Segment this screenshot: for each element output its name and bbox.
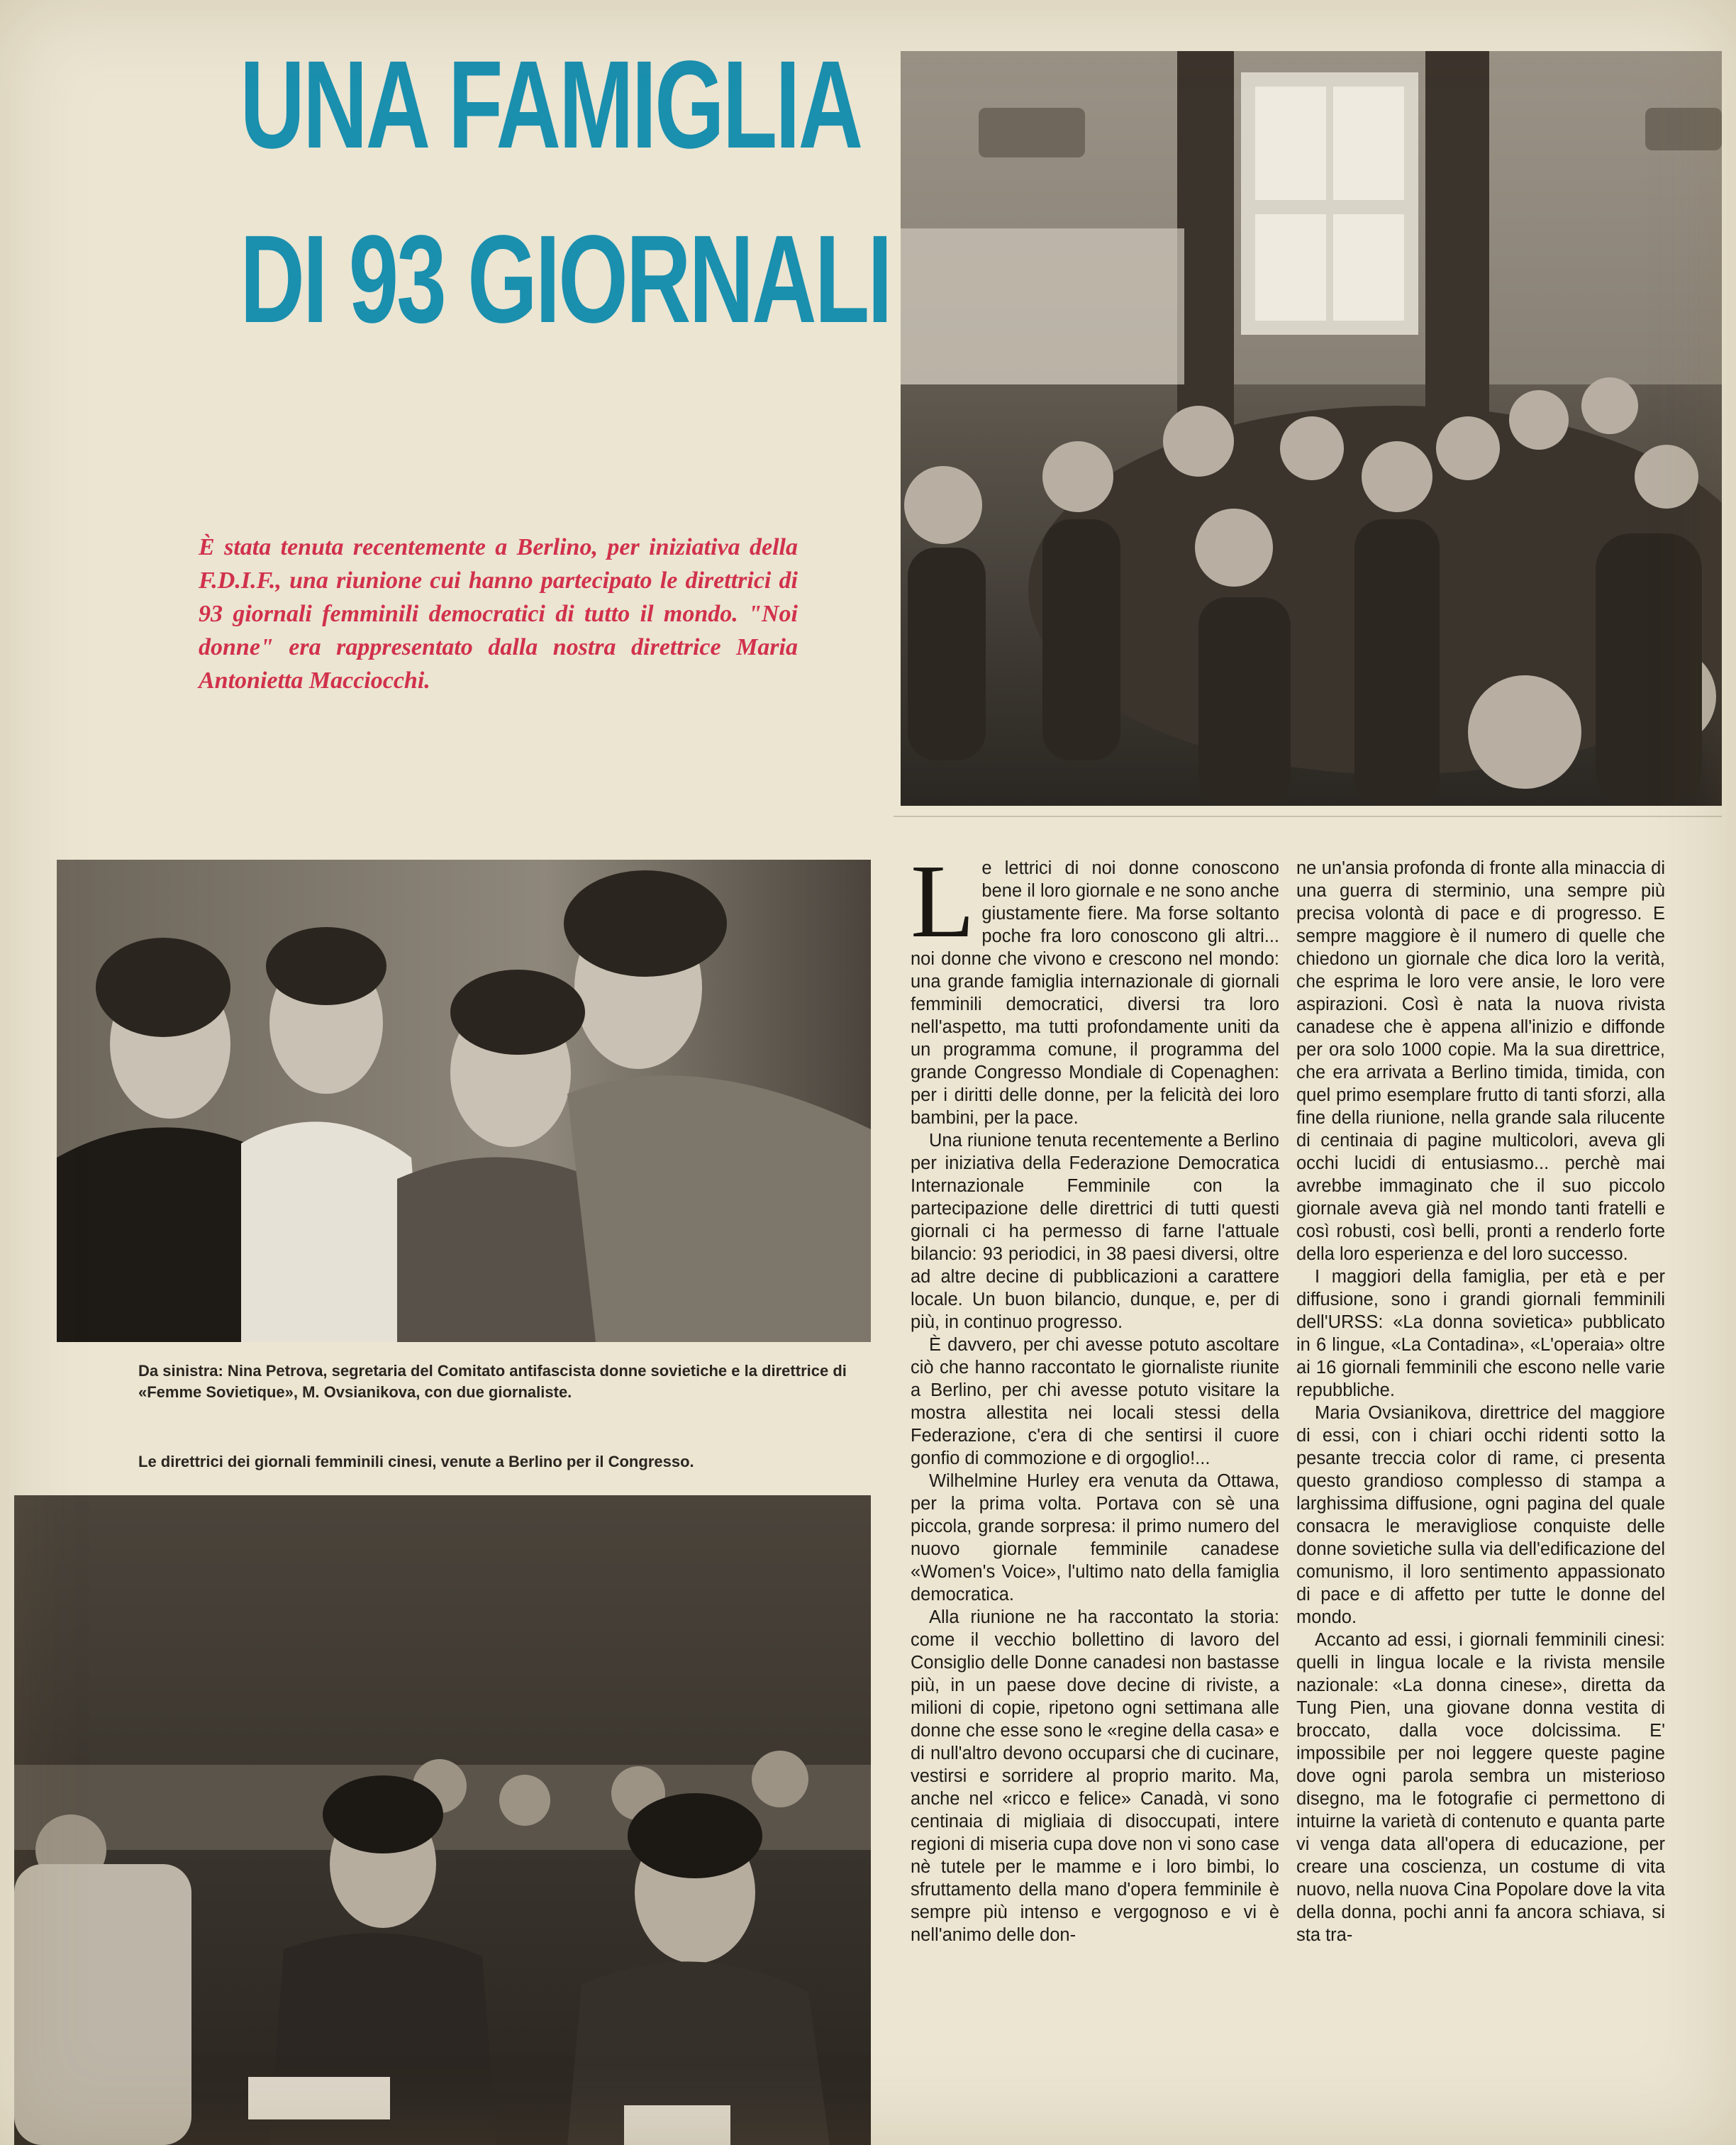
page-title — [135, 35, 891, 349]
title-line-2: DI 93 GIORNALI — [240, 210, 891, 349]
article-paragraph: I maggiori della famiglia, per età e per diffusione, sono i grandi giornali femminili dell'URSS: «La donna sovietica» pubblicato in 6 lingue, «La Contadina», «L'operaia» oltre ai 16 giornali femminili che escono nelle varie repubbliche. — [1296, 1267, 1665, 1400]
article-paragraph: Wilhelmine Hurley era venuta da Ottawa, per la prima volta. Portava con sè una piccola, grande sorpresa: il primo numero del nuovo giornale femminile canadese «Women's Voice», l'ultimo nato della famiglia democratica. — [911, 1471, 1279, 1604]
article-paragraph: Alla riunione ne ha raccontato la storia: come il vecchio bollettino di lavoro del Consiglio delle Donne canadesi non bastasse più, in un paese dove decine di riviste, a milioni di copie, ripetono ogni settimana alle donne che esse sono le «regine della casa» e di null'altro devono occuparsi che di cucinare, vestirsi e sorridere al proprio marito. Ma, anche nel «ricco e felice» Canadà, vi sono centinaia di migliaia di disoccupati, intere regioni di miseria cupa dove non vi sono case nè tutele per le mamme e i loro bimbi, lo sfruttamento della mano d'opera femminile è sempre più intenso e vergognoso e vi è nell'animo delle don- — [911, 1607, 1279, 1945]
chinese-editors-photo — [14, 1495, 871, 2145]
intro-standfirst: È stata tenuta recentemente a Berlino, per iniziativa della F.D.I.F., una riunione cui hanno partecipato le direttrici di 93 giornali femminili democratici di tutto il mondo. "Noi donne" era rappresentato dalla nostra direttrice Maria Antonietta Macciocchi. — [199, 534, 798, 694]
article-column-2 — [1296, 857, 1665, 1946]
photo-caption-soviet: Da sinistra: Nina Petrova, segretaria del Comitato antifascista donne sovietiche e la direttrice di «Femme Sovietique», M. Ovsianikova, con due giornaliste. — [138, 1362, 847, 1401]
title-line-1: UNA FAMIGLIA — [240, 35, 862, 174]
photo-caption-chinese: Le direttrici dei giornali femminili cinesi, venute a Berlino per il Congresso. — [138, 1453, 694, 1470]
article-paragraph: Una riunione tenuta recentemente a Berlino per iniziativa della Federazione Democratica Internazionale Femminile con la partecipazione delle direttrici di tutti questi giornali ci ha permesso di farne l'attuale bilancio: 93 periodici, in 38 paesi diversi, oltre ad altre decine di pubblicazioni a carattere locale. Un buon bilancio, dunque, e, per di più, in continuo progresso. — [911, 1131, 1279, 1332]
soviet-editors-photo — [57, 860, 871, 1342]
article-paragraph — [911, 843, 1279, 1129]
meeting-room-photo — [901, 51, 1722, 806]
article-column-1 — [911, 843, 1279, 1946]
drop-cap: L — [911, 843, 975, 960]
section-divider — [894, 816, 1722, 817]
article-paragraph: Maria Ovsianikova, direttrice del maggiore di essi, con i chiari occhi ridenti sotto la pesante treccia color di rame, ci presenta questo grandioso complesso di stampa a larghissima diffusione, ogni pagina del quale consacra le meravigliose conquiste delle donne sovietiche sulla via dell'edificazione del comunismo, il loro sentimento appassionato di pace e di affetto per tutte le donne del mondo. — [1296, 1403, 1665, 1627]
article-paragraph: ne un'ansia profonda di fronte alla minaccia di una guerra di sterminio, una sempre più precisa volontà di pace e di progresso. E sempre maggiore è il numero di quelle che chiedono un giornale che dica loro la verità, che esprima le loro vere ansie, le loro vere aspirazioni. Così è nata la nuova rivista canadese che è appena all'inizio e diffonde per ora solo 1000 copie. Ma la sua direttrice, che era arrivata a Berlino timida, timida, con quel primo esemplare frutto di tanti sforzi, alla fine della riunione, nella grande sala rilucente di centinaia di pagine multicolori, aveva gli occhi lucidi di entusiasmo... perchè mai avrebbe immaginato che il suo piccolo giornale aveva già nel mondo tanti fratelli e così robusti, così belli, pronti a renderlo forte della loro esperienza e del loro successo. — [1296, 858, 1665, 1264]
paragraph-text: e lettrici di noi donne conoscono bene il loro giornale e ne sono anche giustamente fiere. Ma forse soltanto poche fra loro conoscono gli altri... noi donne che vivono e crescono nel mondo: una grande famiglia internazionale di giornali femminili democratici, diversi tra loro nell'aspetto, ma tutti profondamente uniti da un programma comune, il programma del grande Congresso Mondiale di Copenaghen: per i diritti delle donne, per la felicità dei loro bambini, per la pace. — [911, 858, 1279, 1128]
article-paragraph: È davvero, per chi avesse potuto ascoltare ciò che hanno raccontato le giornaliste riunite a Berlino, per chi avesse potuto visitare la mostra allestita nei locali stessi della Federazione, c'era di che sentirsi il cuore gonfio di commozione e di orgoglio!... — [911, 1335, 1279, 1468]
article-paragraph: Accanto ad essi, i giornali femminili cinesi: quelli in lingua locale e la rivista mensile nazionale: «La donna cinese», diretta da Tung Pien, una giovane donna vestita di broccato, dalla voce dolcissima. E' impossibile per noi leggere queste pagine dove ogni parola sembra un misterioso disegno, ma le fotografie ci permettono di intuirne la varietà di contenuto e quanta parte vi venga data all'opera di educazione, per creare una coscienza, un costume di vita nuovo, nella nuova Cina Popolare dove la vita della donna, pochi anni fa ancora schiava, si sta tra- — [1296, 1630, 1665, 1945]
